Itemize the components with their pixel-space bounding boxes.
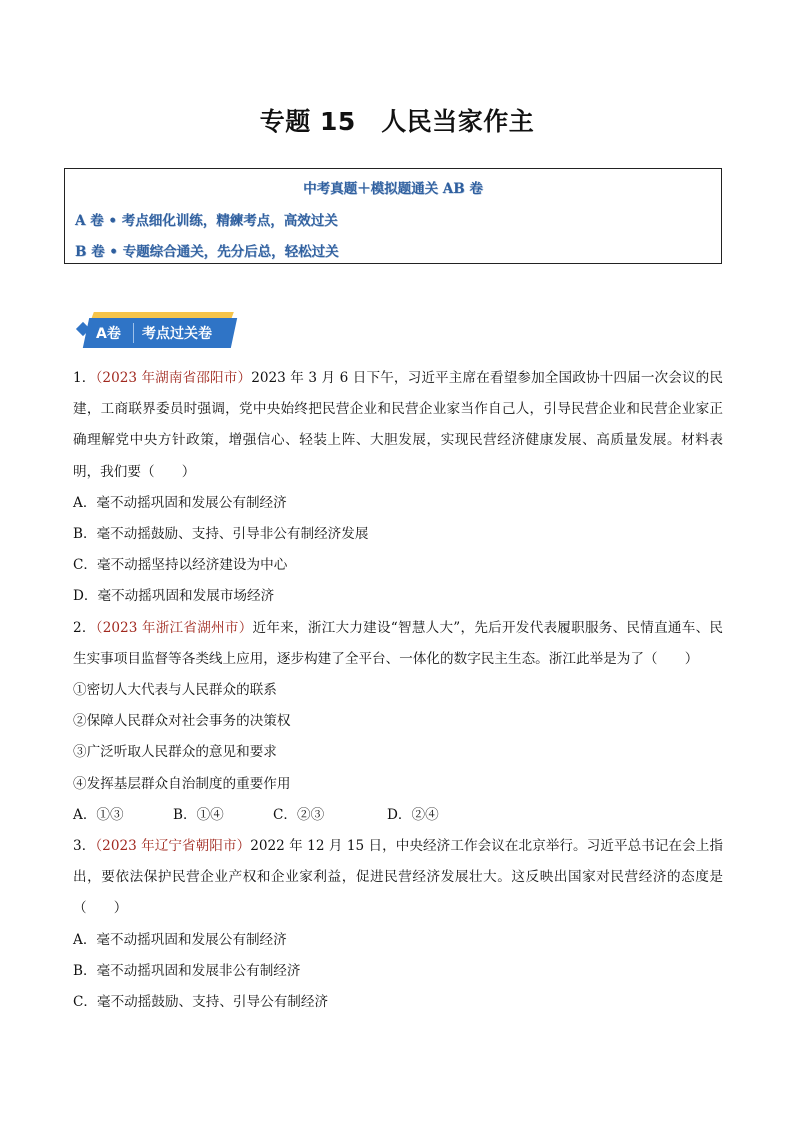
section-tag — [78, 312, 238, 350]
question-2-stem — [73, 613, 723, 675]
page-title: 专题 15 人民当家作主 — [259, 107, 535, 136]
question-text: 近年来，浙江大力建设“智慧人大”，先后开发代表履职服务、民情直通车、民生实事项目监督等各类线上应用，逐步构建了全平台、一体化的数字民主生态。浙江此举是为了（ ） — [73, 619, 723, 667]
info-box-heading: 中考真题＋模拟题通关 AB 卷 — [303, 181, 483, 197]
option-b: B．毫不动摇鼓励、支持、引导非公有制经济发展 — [73, 526, 369, 543]
question-source: （2023 年湖南省邵阳市） — [95, 370, 252, 386]
choice-c: C．②③ — [273, 806, 325, 823]
choice-b: B．①④ — [173, 806, 224, 823]
option-d: D．毫不动摇巩固和发展市场经济 — [73, 588, 275, 605]
question-number: 2． — [73, 619, 96, 636]
question-1-stem — [73, 363, 723, 488]
question-list — [73, 363, 723, 1018]
section-tag-part: A卷 — [96, 326, 121, 342]
choice-a: A．①③ — [73, 806, 124, 823]
statement-3: ③广泛听取人民群众的意见和要求 — [73, 744, 277, 761]
section-tag-label: 考点过关卷 — [142, 326, 212, 342]
statement-4: ④发挥基层群众自治制度的重要作用 — [73, 775, 291, 792]
option-b: B．毫不动摇巩固和发展非公有制经济 — [73, 962, 301, 979]
option-a: A．毫不动摇巩固和发展公有制经济 — [73, 931, 287, 948]
question-3-stem — [73, 831, 723, 925]
question-source: （2023 年辽宁省朝阳市） — [95, 838, 251, 855]
statement-2: ②保障人民群众对社会事务的决策权 — [73, 713, 291, 730]
question-number: 3． — [73, 838, 96, 855]
info-box-line-b: B 卷 • 专题综合通关，先分后总，轻松过关 — [75, 244, 339, 260]
choice-row — [73, 800, 723, 831]
question-source: （2023 年浙江省湖州市） — [95, 619, 253, 636]
question-number: 1． — [73, 370, 96, 386]
section-tag-divider — [133, 323, 134, 343]
question-text: 2022 年 12 月 15 日，中央经济工作会议在北京举行。习近平总书记在会上指出，要依法保护民营企业产权和企业家利益，促进民营经济发展壮大。这反映出国家对民营经济的态度是（ ） — [73, 838, 723, 917]
choice-d: D．②④ — [387, 806, 439, 823]
option-a: A．毫不动摇巩固和发展公有制经济 — [73, 494, 287, 511]
option-c: C．毫不动摇坚持以经济建设为中心 — [73, 557, 288, 574]
option-c: C．毫不动摇鼓励、支持、引导公有制经济 — [73, 994, 329, 1011]
info-box-line-a: A 卷 • 考点细化训练，精練考点，高效过关 — [75, 213, 338, 229]
statement-1: ①密切人大代表与人民群众的联系 — [73, 682, 277, 699]
info-box — [64, 168, 722, 264]
question-text: 2023 年 3 月 6 日下午，习近平主席在看望参加全国政协十四届一次会议的民建，工商联界委员时强调，党中央始终把民营企业和民营企业家当作自己人，引导民营企业和民营企业家正确理解党中央方针政策，增强信心、轻装上阵、大胆发展，实现民营经济健康发展、高质量发展。材料表明，我们要（ ） — [73, 370, 723, 480]
